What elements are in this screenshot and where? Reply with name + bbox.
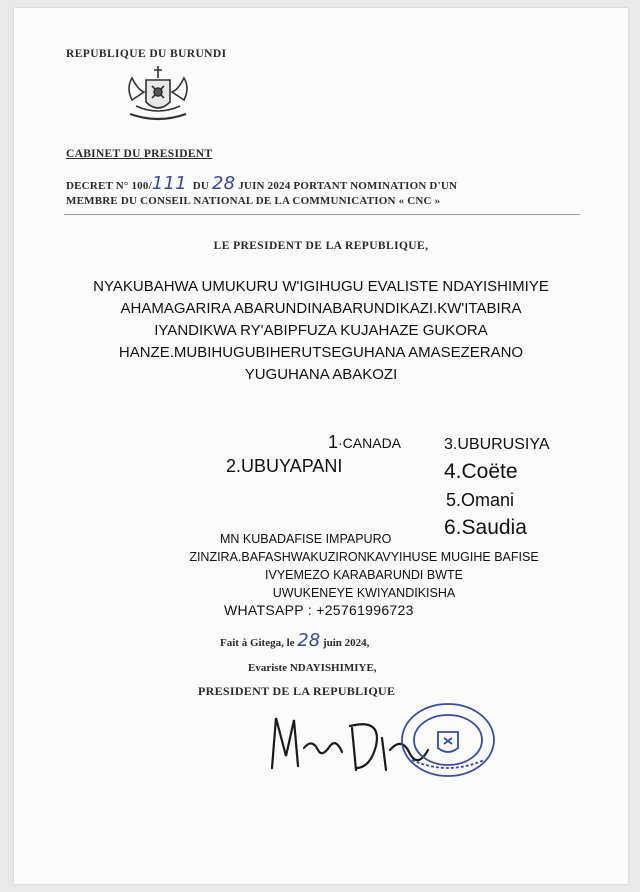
- announcement-line: AHAMAGARIRA ABARUNDINABARUNDIKAZI.KW'ITABIRA: [120, 300, 522, 317]
- announcement-text: [34, 276, 608, 386]
- decree-du: DU: [192, 180, 210, 192]
- signatory-title: PRESIDENT DE LA REPUBLIQUE: [198, 684, 396, 698]
- decree-title: [66, 173, 586, 209]
- country-item-canada: 1·CANADA: [328, 432, 402, 452]
- place-date: Fait à Gitega, le 28 juin 2024,: [220, 630, 370, 651]
- coat-of-arms-icon: [122, 60, 194, 130]
- requirements-text: [164, 530, 564, 602]
- decree-prefix: DECRET N° 100/: [66, 180, 152, 192]
- whatsapp-contact: WHATSAPP : +25761996723: [224, 602, 414, 618]
- decree-line2: MEMBRE DU CONSEIL NATIONAL DE LA COMMUNICATION « CNC »: [66, 195, 441, 207]
- requirements-line: ZINZIRA.BAFASHWAKUZIRONKAVYIHUSE MUGIHE BAFISE: [189, 550, 539, 564]
- requirements-line: UWUKENEYE KWIYANDIKISHA: [272, 586, 456, 600]
- announcement-line: YUGUHANA ABAKOZI: [244, 366, 398, 383]
- date-day: 28: [297, 630, 321, 651]
- signatory-name: Evariste NDAYISHIMIYE,: [248, 662, 377, 674]
- announcement-line: NYAKUBAHWA UMUKURU W'IGIHUGU EVALISTE NDAYISHIMIYE: [93, 278, 549, 295]
- announcement-line: HANZE.MUBIHUGUBIHERUTSEGUHANA AMASEZERANO: [118, 344, 524, 361]
- cabinet-heading: CABINET DU PRESIDENT: [66, 148, 213, 160]
- requirements-line: MN KUBADAFISE IMPAPURO: [220, 532, 392, 546]
- requirements-line: IVYEMEZO KARABARUNDI BWTE: [265, 568, 463, 582]
- country-name: REPUBLIQUE DU BURUNDI: [66, 48, 227, 60]
- announcement-line: IYANDIKWA RY'ABIPFUZA KUJAHAZE GUKORA: [154, 322, 488, 339]
- official-stamp: [402, 704, 494, 776]
- country-item-omani: 5.Omani: [446, 490, 515, 510]
- decree-page: [14, 8, 628, 884]
- decree-number: 111: [151, 173, 187, 194]
- country-item-uburusiya: 3.UBURUSIYA: [444, 436, 550, 453]
- decree-line1-rest: JUIN 2024 PORTANT NOMINATION D'UN: [238, 180, 458, 192]
- decree-day: 28: [211, 173, 236, 194]
- signature-and-stamp-icon: [252, 698, 502, 788]
- president-title: LE PRESIDENT DE LA REPUBLIQUE,: [213, 240, 429, 252]
- country-item-coete: 4.Coëte: [444, 460, 518, 483]
- divider: [64, 214, 580, 215]
- country-item-ubuyapani: 2.UBUYAPANI: [226, 456, 343, 476]
- country-item-saudia: 6.Saudia: [444, 516, 527, 539]
